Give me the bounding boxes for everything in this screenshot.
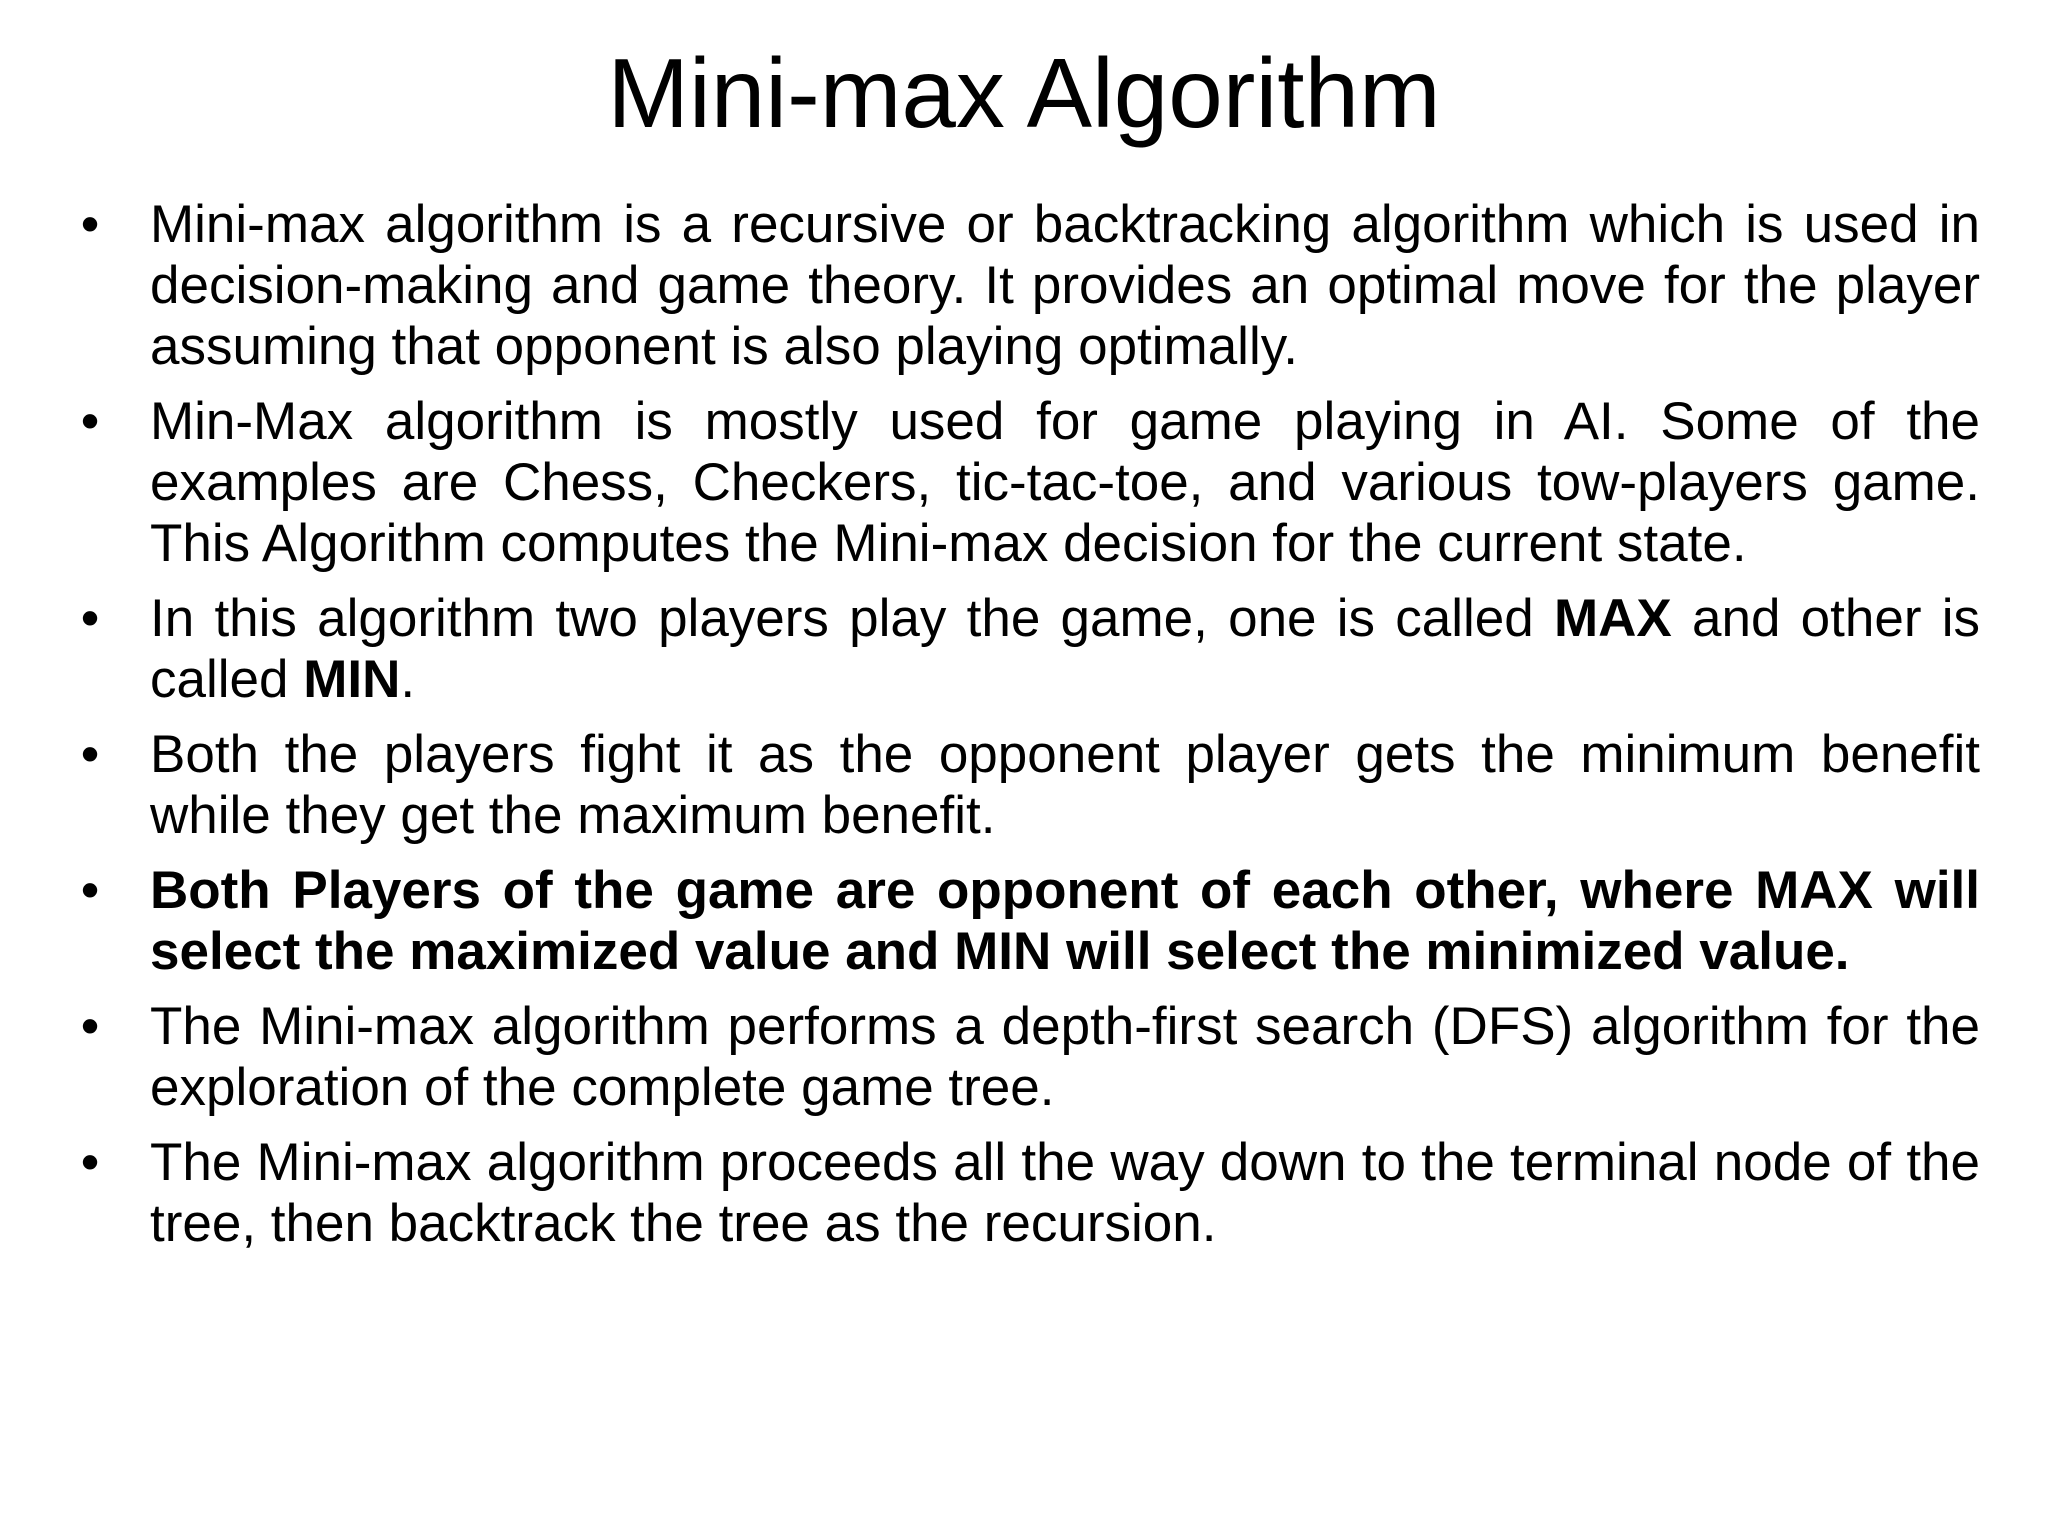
bullet-text xyxy=(150,589,1980,709)
bullet-point-icon: • xyxy=(80,392,100,451)
bullet-item xyxy=(80,1132,1980,1254)
bullet-text-segment: In this algorithm two players play the game, one is called xyxy=(150,589,1554,648)
bullet-list xyxy=(80,194,1980,1268)
bullet-point-icon: • xyxy=(80,1133,100,1192)
bullet-text-segment: Mini-max algorithm is a recursive or backtracking algorithm which is used in decision-making and game theory. It provides an optimal move for the player assuming that opponent is also playing optimally. xyxy=(150,195,1980,376)
bullet-point-icon: • xyxy=(80,861,100,920)
max-term: MAX xyxy=(1553,589,1672,648)
slide-title: Mini-max Algorithm xyxy=(607,38,1441,148)
bullet-text xyxy=(150,195,1980,376)
bullet-point-icon: • xyxy=(80,725,100,784)
bullet-text-segment: Both Players of the game are opponent of each other, where MAX will select the maximized value and MIN will select the minimized value. xyxy=(150,861,1980,981)
bullet-text-segment: Both the players fight it as the opponent player gets the minimum benefit while they get the maximum benefit. xyxy=(150,725,1980,845)
bullet-text-segment: Min-Max algorithm is mostly used for game playing in AI. Some of the examples are Chess, Checkers, tic-tac-toe, and various tow-players game. This Algorithm computes the Mini-max decision for the current state. xyxy=(150,392,1980,573)
bullet-item-bold xyxy=(80,860,1980,982)
bullet-item xyxy=(80,588,1980,710)
bullet-item xyxy=(80,194,1980,377)
bullet-text xyxy=(150,1133,1980,1253)
bullet-text-segment: The Mini-max algorithm proceeds all the way down to the terminal node of the tree, then backtrack the tree as the recursion. xyxy=(150,1133,1980,1253)
bullet-text xyxy=(150,725,1980,845)
bullet-point-icon: • xyxy=(80,195,100,254)
bullet-text-segment: and other is called xyxy=(150,589,1980,709)
bullet-point-icon: • xyxy=(80,589,100,648)
bullet-point-icon: • xyxy=(80,997,100,1056)
bullet-text xyxy=(150,861,1980,981)
bullet-text-segment: . xyxy=(400,650,416,709)
bullet-item xyxy=(80,391,1980,574)
bullet-item xyxy=(80,996,1980,1118)
bullet-text xyxy=(150,997,1980,1117)
min-term: MIN xyxy=(303,650,401,709)
bullet-item xyxy=(80,724,1980,846)
bullet-text-segment: The Mini-max algorithm performs a depth-first search (DFS) algorithm for the exploration of the complete game tree. xyxy=(150,997,1980,1117)
bullet-text xyxy=(150,392,1980,573)
